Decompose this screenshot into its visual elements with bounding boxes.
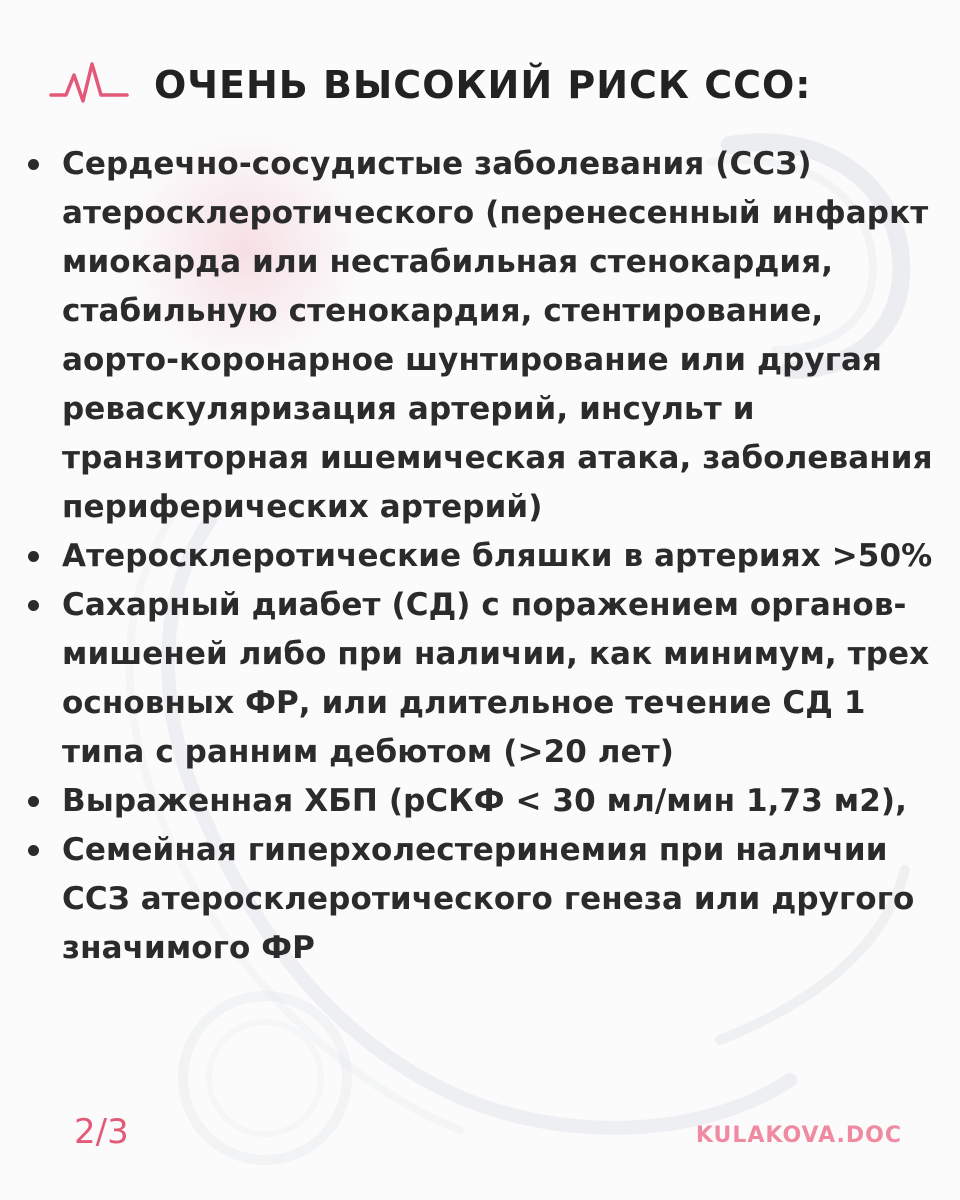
bullet-dot-icon [28, 845, 39, 856]
bullet-dot-icon [28, 551, 39, 562]
risk-criterion-text: Семейная гиперхолестеринемия при наличии ССЗ атеросклеротического генеза или другого значимого ФР [62, 832, 915, 966]
risk-criteria-list [24, 140, 934, 973]
risk-criterion-ssz [24, 140, 934, 532]
heartbeat-pulse-icon [48, 57, 130, 113]
risk-criterion-hypercholesterolemia [24, 826, 934, 973]
bullet-dot-icon [28, 600, 39, 611]
slide-header [48, 50, 908, 120]
page-indicator: 2/3 [74, 1112, 129, 1152]
risk-criterion-ckd [24, 777, 934, 826]
risk-criterion-text: Сахарный диабет (СД) с поражением органов-мишеней либо при наличии, как минимум, трех основных ФР, или длительное течение СД 1 типа с ранним дебютом (>20 лет) [62, 587, 930, 770]
risk-criterion-plaques [24, 532, 934, 581]
bullet-dot-icon [28, 796, 39, 807]
risk-criterion-text: Сердечно-сосудистые заболевания (ССЗ) атеросклеротического (перенесенный инфаркт миокарда или нестабильная стенокардия, стабильную стенокардия, стентирование, аорто-коронарное шунтирование или другая реваскуляризация артерий, инсульт и транзиторная ишемическая атака, заболевания периферических артерий) [62, 146, 933, 525]
page-title: ОЧЕНЬ ВЫСОКИЙ РИСК ССО: [154, 63, 812, 107]
brand-label: KULAKOVA.DOC [695, 1123, 902, 1148]
risk-criterion-text: Атеросклеротические бляшки в артериях >50% [62, 538, 933, 574]
risk-criterion-diabetes [24, 581, 934, 777]
bullet-dot-icon [28, 159, 39, 170]
risk-criterion-text: Выраженная ХБП (рСКФ < 30 мл/мин 1,73 м2), [62, 783, 908, 819]
